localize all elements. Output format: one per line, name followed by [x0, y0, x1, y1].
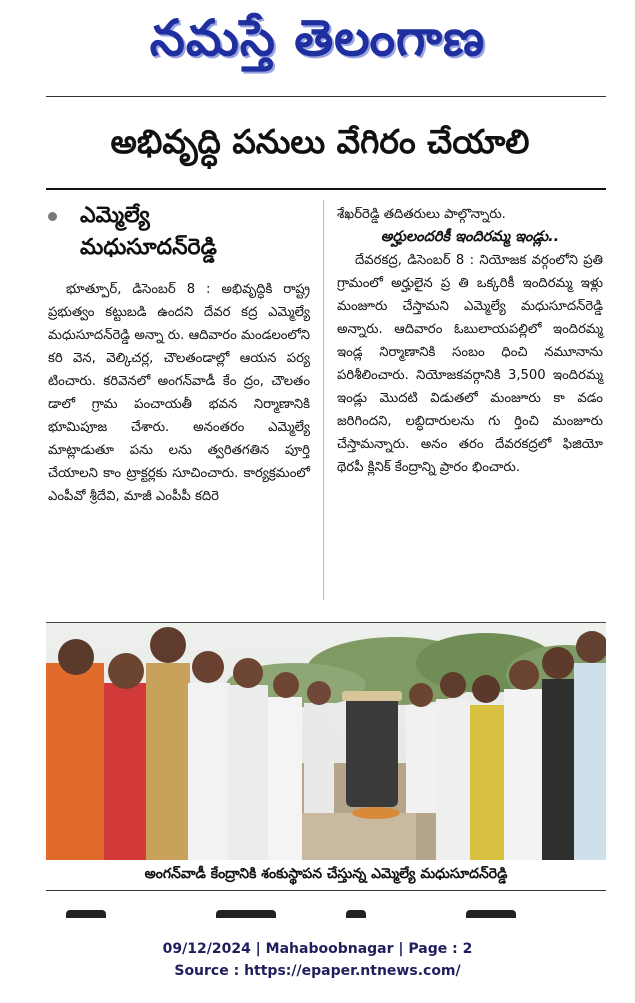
bullet-icon	[48, 212, 57, 221]
page-footer	[0, 938, 635, 982]
article-column-left	[48, 278, 310, 508]
article-column-right	[337, 203, 603, 479]
left-paragraph: భూత్పూర్‌, డిసెంబర్‌ 8 : అభివృద్ధికి రాష్ట్ర ప్రభుత్వం కట్టుబడి ఉందని దేవర కద్ర ఎమ్మెల్యే మధుసూదన్‌రెడ్డి అన్నా రు. ఆదివారం మండలంలోని కరి వెన, వెల్కిచర్ల, చౌలతండాల్లో ఆయన పర్య టించారు. కరివెనలో అంగన్‌వాడీ కేం ద్రం, చౌలతం డాలో గ్రామ పంచాయతీ భవన నిర్మాణానికి భూమిపూజ చేశారు. అనంతరం ఎమ్మెల్యే మాట్లాడుతూ పను లను త్వరితగతిన పూర్తి చేయాలని కాం ట్రాక్టర్లకు సూచించారు. కార్యక్రమంలో ఎంపీవో శ్రీదేవి, మాజీ ఎంపీపీ కదిరె	[48, 282, 310, 504]
masthead-logo	[0, 0, 635, 88]
subhead-line-1: ఎమ్మెల్యే	[80, 203, 150, 228]
next-article-strip	[46, 904, 606, 918]
right-paragraph: దేవరకద్ర, డిసెంబర్‌ 8 : నియోజక వర్గంలోని ప్రతి గ్రామంలో అర్హులైన ప్ర తి ఒక్కరికీ ఇందిరమ్మ ఇళ్లు మంజూరు చేస్తామని ఎమ్మెల్యే మధుసూదన్‌రెడ్డి అన్నారు. ఆదివారం ఓబులాయపల్లిలో ఇందిరమ్మ ఇండ్ల నిర్మాణానికి సంబం ధించి నమూనాను పరిశీలించారు. నియోజకవర్గానికి 3,500 ఇందిరమ్మ ఇండ్లు మొదటి విడుతలో మంజూరు కా వడం జరిగిందని, లబ్ధిదారులను గు ర్తించి మంజూరు చేస్తామన్నారు. అనం తరం దేవరకద్రలో ఫిజియో థెరపీ క్లినిక్‌ కేంద్రాన్ని ప్రారం భించారు.	[337, 253, 603, 475]
article-headline: అభివృద్ధి పనులు వేగిరం చేయాలి	[110, 122, 530, 161]
subhead-line-2: మధుసూదన్‌రెడ్డి	[80, 235, 217, 260]
column-divider	[323, 200, 324, 600]
news-photo	[46, 622, 606, 861]
photo-caption-bar	[46, 860, 606, 891]
right-column-subhead: అర్హులందరికీ ఇందిరమ్మ ఇండ్లు..	[380, 229, 560, 245]
right-column-top-text: శేఖర్‌రెడ్డి తదితరులు పాల్గొన్నారు.	[337, 207, 506, 222]
photo-caption: అంగన్‌వాడీ కేంద్రానికి శంకుస్థాపన చేస్తున్న ఎమ్మెల్యే మధుసూదన్‌రెడ్డి	[144, 865, 508, 882]
headline-rule	[46, 188, 606, 190]
top-rule	[46, 96, 606, 97]
footer-date-edition: 09/12/2024 | Mahaboobnagar | Page : 2	[162, 941, 473, 957]
news-photo-illustration	[46, 623, 606, 861]
masthead-title: నమస్తే తెలంగాణ	[149, 8, 486, 67]
footer-source: Source : https://epaper.ntnews.com/	[174, 963, 461, 979]
